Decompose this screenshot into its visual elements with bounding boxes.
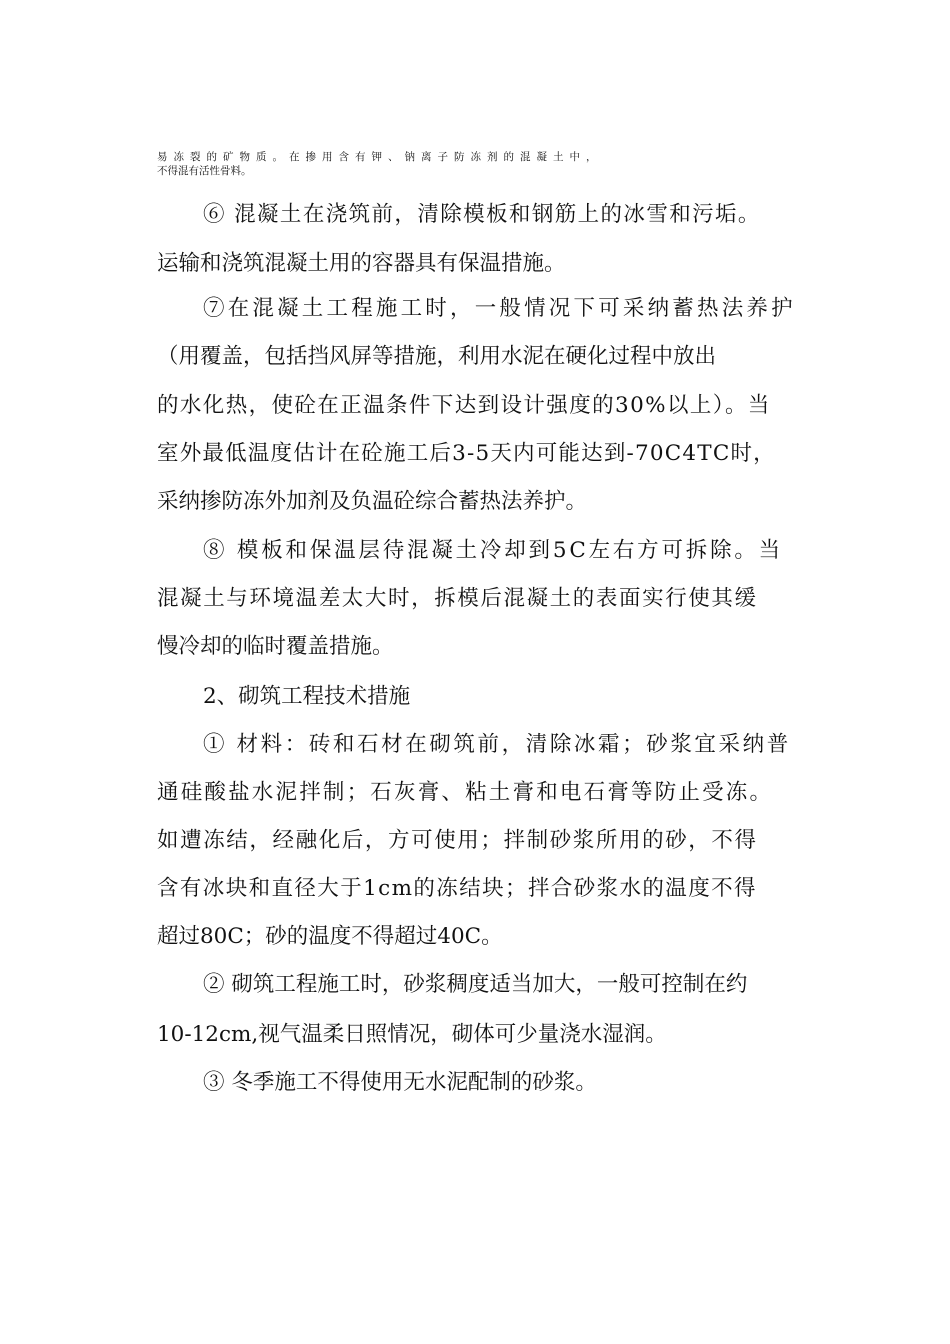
- materials-line-3: 如遭冻结，经融化后，方可使用；拌制砂浆所用的砂，不得: [157, 828, 758, 853]
- masonry-line-1: ② 砌筑工程施工时，砂浆稠度适当加大，一般可控制在约: [203, 972, 748, 997]
- materials-line-4: 含有冰块和直径大于1cm的冻结块；拌合砂浆水的温度不得: [157, 876, 757, 901]
- fragment-line-1: 易冻裂的矿物质。在掺用含有钾、钠离子防冻剂的混凝土中，: [157, 151, 603, 163]
- paragraph-6-line-2: 运输和浇筑混凝土用的容器具有保温措施。: [157, 251, 566, 276]
- materials-line-1: ① 材料：砖和石材在砌筑前，清除冰霜；砂浆宜采纳普: [203, 732, 791, 757]
- paragraph-7-line-2: （用覆盖，包括挡风屏等措施，利用水泥在硬化过程中放出: [157, 344, 717, 369]
- materials-line-2: 通硅酸盐水泥拌制；石灰膏、粘土膏和电石膏等防止受冻。: [157, 780, 774, 805]
- materials-line-5: 超过80C；砂的温度不得超过40C。: [157, 924, 503, 949]
- paragraph-6-line-1: ⑥ 混凝土在浇筑前，清除模板和钢筋上的冰雪和污垢。: [203, 202, 761, 227]
- paragraph-7-line-5: 采纳掺防冻外加剂及负温砼综合蓄热法养护。: [157, 489, 588, 514]
- masonry-line-2: 10-12cm,视气温柔日照情况，砌体可少量浇水湿润。: [157, 1022, 667, 1047]
- winter-construction-line: ③ 冬季施工不得使用无水泥配制的砂浆。: [203, 1070, 597, 1095]
- paragraph-7-line-3: 的水化热，使砼在正温条件下达到设计强度的30%以上）。当: [157, 393, 771, 418]
- paragraph-7-line-1: ⑦在混凝土工程施工时，一般情况下可采纳蓄热法养护: [203, 296, 796, 321]
- section-2-heading: 2、砌筑工程技术措施: [203, 684, 411, 709]
- fragment-line-2: 不得混有活性骨料。: [157, 165, 252, 177]
- paragraph-7-line-4: 室外最低温度估计在砼施工后3-5天内可能达到-70C4TC时，: [157, 441, 776, 466]
- paragraph-8-line-1: ⑧ 模板和保温层待混凝土冷却到5C左右方可拆除。当: [203, 538, 783, 563]
- paragraph-8-line-2: 混凝土与环境温差太大时，拆模后混凝土的表面实行使其缓: [157, 586, 758, 611]
- paragraph-8-line-3: 慢冷却的临时覆盖措施。: [157, 634, 394, 659]
